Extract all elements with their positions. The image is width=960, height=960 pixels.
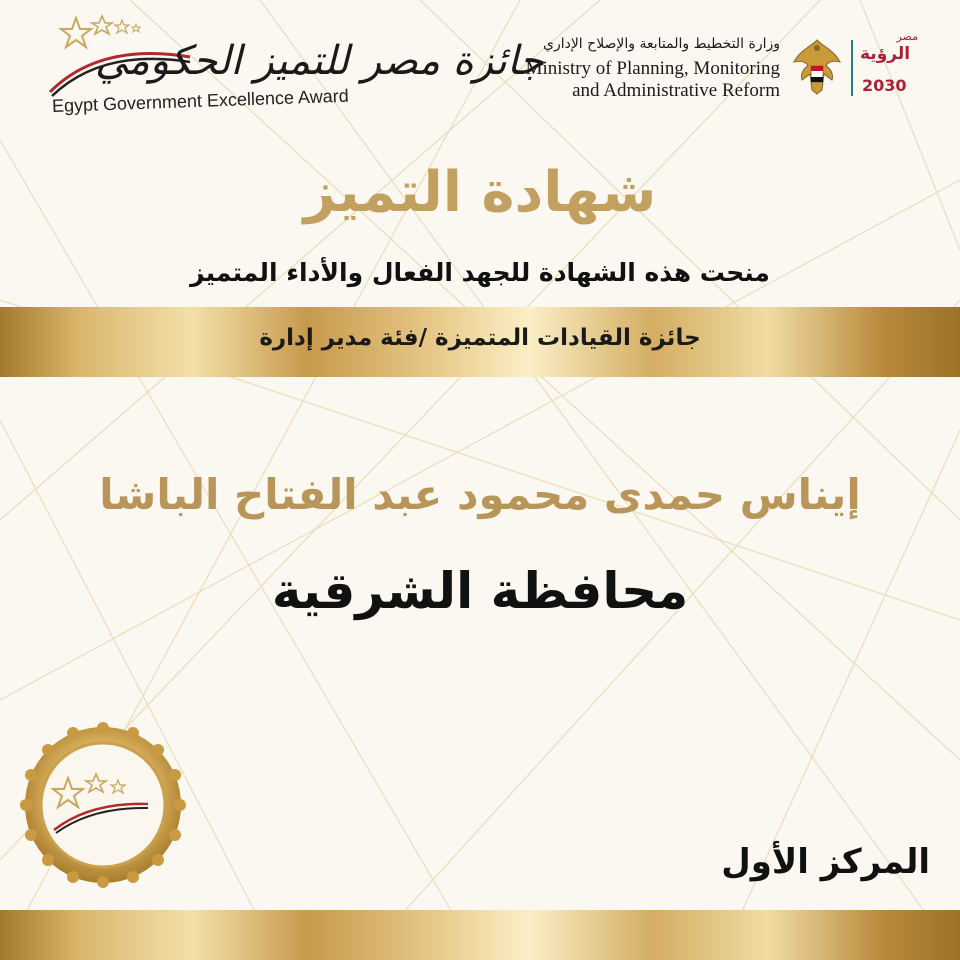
header-separator — [851, 40, 853, 96]
star-icon — [132, 24, 140, 32]
recipient-name: إيناس حمدى محمود عبد الفتاح الباشا — [99, 470, 861, 519]
gold-seal-icon — [20, 722, 186, 888]
ministry-name-english-line1: Ministry of Planning, Monitoring — [525, 58, 780, 79]
vision-logo-top-text: مصر — [896, 30, 918, 43]
certificate-title: شهادة التميز — [303, 160, 657, 225]
star-icon — [115, 20, 129, 33]
star-icon — [61, 18, 91, 47]
vision-logo-year: 2030 — [862, 76, 907, 95]
egypt-eagle-emblem-icon — [792, 36, 842, 98]
egypt-vision-2030-logo — [858, 30, 920, 100]
bottom-band — [0, 910, 960, 960]
award-name-arabic: جائزة مصر للتميز الحكومي — [95, 38, 544, 84]
award-category: جائزة القيادات المتميزة /فئة مدير إدارة — [259, 325, 701, 351]
ministry-name-english-line2: and Administrative Reform — [572, 80, 780, 101]
governorate-name: محافظة الشرقية — [271, 562, 689, 620]
award-place: المركز الأول — [721, 842, 930, 882]
certificate-subtitle: منحت هذه الشهادة للجهد الفعال والأداء المتميز — [190, 258, 770, 287]
award-name-english: Egypt Government Excellence Award — [51, 85, 349, 116]
star-icon — [92, 16, 112, 34]
ministry-name-arabic: وزارة التخطيط والمتابعة والإصلاح الإداري — [542, 36, 780, 52]
vision-logo-word: الرؤية — [860, 44, 911, 64]
